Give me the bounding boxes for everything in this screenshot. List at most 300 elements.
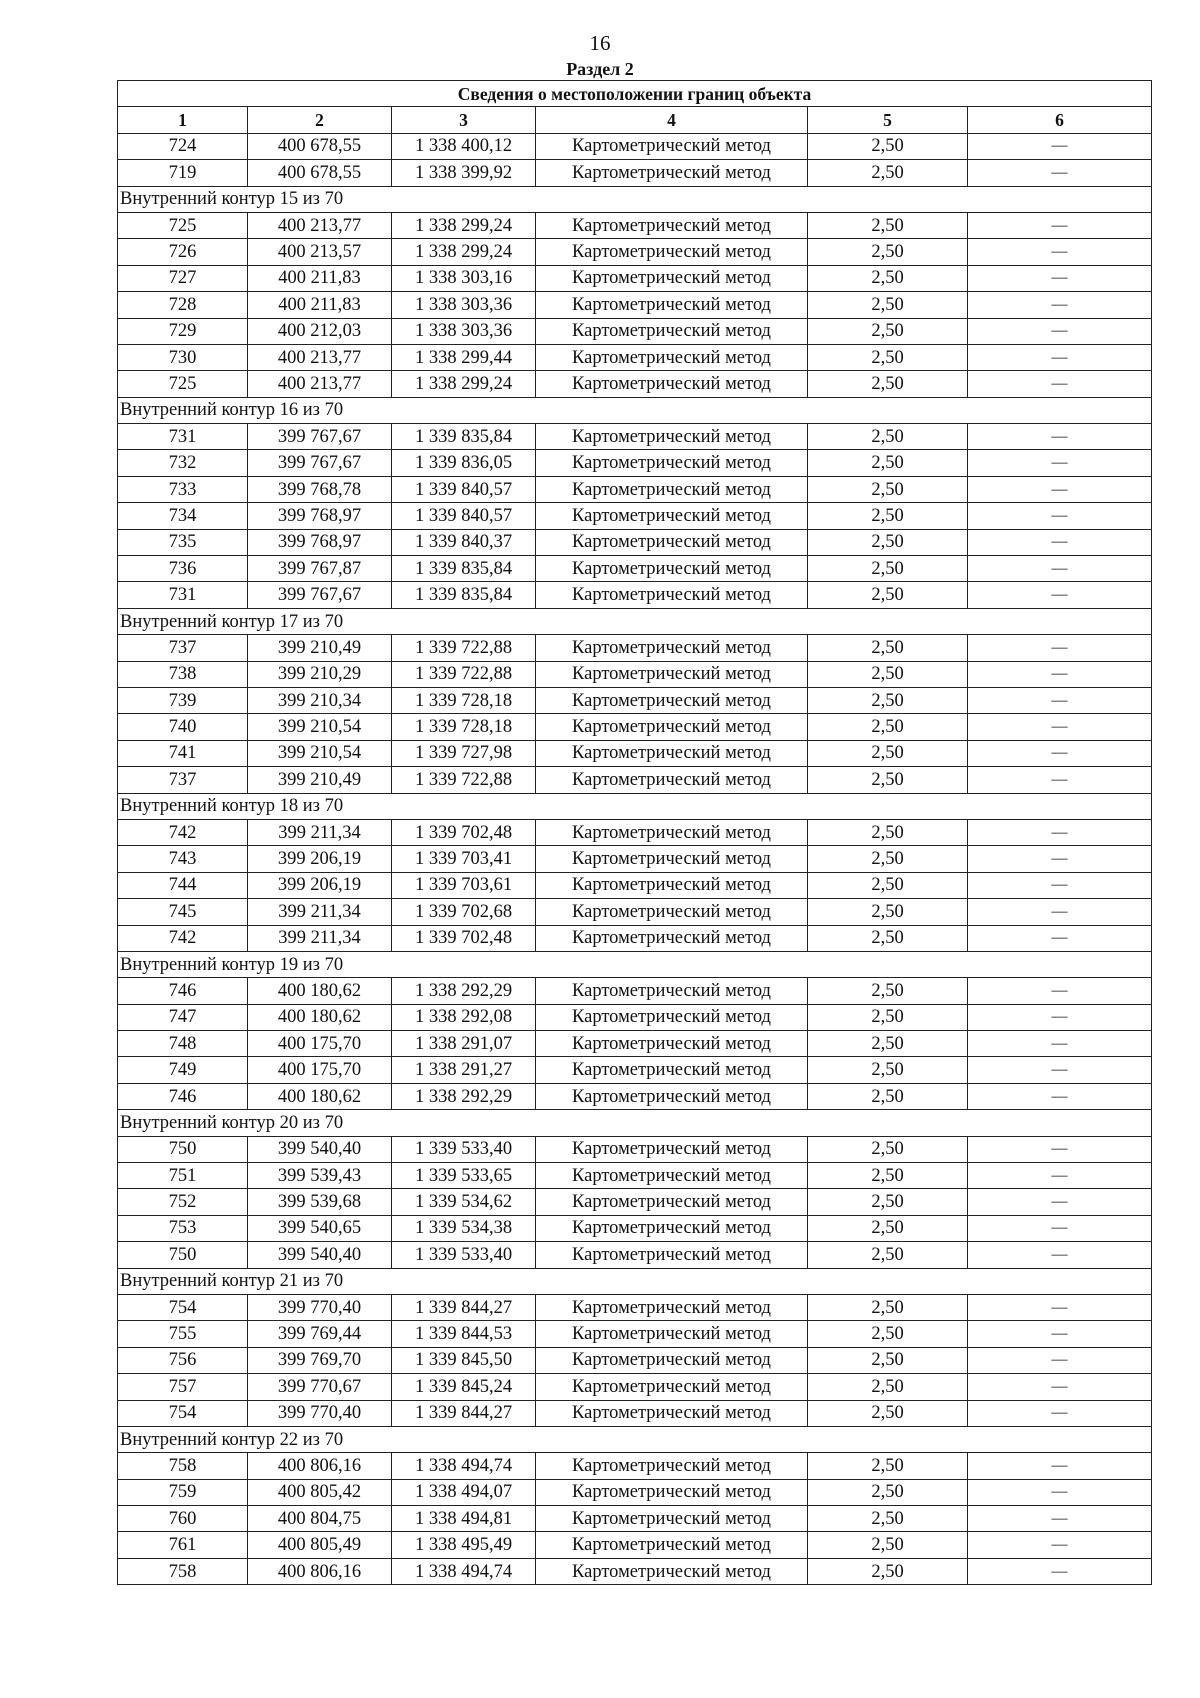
table-row <box>118 476 1152 502</box>
description-cell: — <box>968 1400 1152 1426</box>
x-coordinate-cell: 399 770,40 <box>248 1294 392 1320</box>
method-cell: Картометрический метод <box>536 1031 808 1057</box>
table-row <box>118 978 1152 1004</box>
description-cell: — <box>968 1506 1152 1532</box>
description-cell: — <box>968 160 1152 186</box>
y-coordinate-cell: 1 338 291,07 <box>392 1031 536 1057</box>
x-coordinate-cell: 399 767,67 <box>248 424 392 450</box>
description-cell: — <box>968 1453 1152 1479</box>
x-coordinate-cell: 399 769,70 <box>248 1347 392 1373</box>
accuracy-cell: 2,50 <box>808 1083 968 1109</box>
y-coordinate-cell: 1 339 840,57 <box>392 503 536 529</box>
accuracy-cell: 2,50 <box>808 318 968 344</box>
method-cell: Картометрический метод <box>536 1083 808 1109</box>
x-coordinate-cell: 399 768,78 <box>248 476 392 502</box>
description-cell: — <box>968 239 1152 265</box>
description-cell: — <box>968 767 1152 793</box>
x-coordinate-cell: 400 180,62 <box>248 1004 392 1030</box>
y-coordinate-cell: 1 338 292,29 <box>392 1083 536 1109</box>
x-coordinate-cell: 400 804,75 <box>248 1506 392 1532</box>
x-coordinate-cell: 400 213,77 <box>248 344 392 370</box>
description-cell: — <box>968 503 1152 529</box>
y-coordinate-cell: 1 339 845,50 <box>392 1347 536 1373</box>
accuracy-cell: 2,50 <box>808 424 968 450</box>
method-cell: Картометрический метод <box>536 714 808 740</box>
boundary-coordinates-table <box>117 80 1152 1585</box>
point-number-cell: 725 <box>118 212 248 238</box>
accuracy-cell: 2,50 <box>808 635 968 661</box>
accuracy-cell: 2,50 <box>808 476 968 502</box>
table-row <box>118 1294 1152 1320</box>
contour-label: Внутренний контур 21 из 70 <box>118 1268 1152 1294</box>
x-coordinate-cell: 399 539,68 <box>248 1189 392 1215</box>
x-coordinate-cell: 399 540,40 <box>248 1136 392 1162</box>
y-coordinate-cell: 1 339 728,18 <box>392 714 536 740</box>
x-coordinate-cell: 400 175,70 <box>248 1057 392 1083</box>
y-coordinate-cell: 1 339 835,84 <box>392 424 536 450</box>
table-caption: Сведения о местоположении границ объекта <box>118 81 1152 107</box>
description-cell: — <box>968 371 1152 397</box>
y-coordinate-cell: 1 339 840,37 <box>392 529 536 555</box>
accuracy-cell: 2,50 <box>808 1215 968 1241</box>
table-row <box>118 1083 1152 1109</box>
description-cell: — <box>968 1083 1152 1109</box>
method-cell: Картометрический метод <box>536 133 808 159</box>
column-number: 6 <box>968 107 1152 133</box>
method-cell: Картометрический метод <box>536 1057 808 1083</box>
method-cell: Картометрический метод <box>536 1400 808 1426</box>
point-number-cell: 744 <box>118 872 248 898</box>
method-cell: Картометрический метод <box>536 1532 808 1558</box>
accuracy-cell: 2,50 <box>808 556 968 582</box>
x-coordinate-cell: 399 767,67 <box>248 582 392 608</box>
point-number-cell: 754 <box>118 1400 248 1426</box>
table-row <box>118 344 1152 370</box>
method-cell: Картометрический метод <box>536 1347 808 1373</box>
x-coordinate-cell: 399 211,34 <box>248 899 392 925</box>
table-row <box>118 318 1152 344</box>
point-number-cell: 741 <box>118 740 248 766</box>
method-cell: Картометрический метод <box>536 556 808 582</box>
description-cell: — <box>968 1294 1152 1320</box>
accuracy-cell: 2,50 <box>808 212 968 238</box>
x-coordinate-cell: 399 206,19 <box>248 846 392 872</box>
table-body <box>118 81 1152 1585</box>
description-cell: — <box>968 1347 1152 1373</box>
method-cell: Картометрический метод <box>536 1004 808 1030</box>
description-cell: — <box>968 661 1152 687</box>
description-cell: — <box>968 1242 1152 1268</box>
y-coordinate-cell: 1 339 722,88 <box>392 661 536 687</box>
contour-label: Внутренний контур 18 из 70 <box>118 793 1152 819</box>
method-cell: Картометрический метод <box>536 476 808 502</box>
y-coordinate-cell: 1 339 533,40 <box>392 1136 536 1162</box>
point-number-cell: 760 <box>118 1506 248 1532</box>
method-cell: Картометрический метод <box>536 344 808 370</box>
table-row <box>118 1374 1152 1400</box>
description-cell: — <box>968 687 1152 713</box>
table-row <box>118 1031 1152 1057</box>
method-cell: Картометрический метод <box>536 687 808 713</box>
x-coordinate-cell: 399 210,54 <box>248 714 392 740</box>
y-coordinate-cell: 1 339 844,27 <box>392 1294 536 1320</box>
point-number-cell: 733 <box>118 476 248 502</box>
accuracy-cell: 2,50 <box>808 1163 968 1189</box>
description-cell: — <box>968 740 1152 766</box>
table-row <box>118 925 1152 951</box>
contour-label: Внутренний контур 16 из 70 <box>118 397 1152 423</box>
point-number-cell: 746 <box>118 978 248 1004</box>
method-cell: Картометрический метод <box>536 424 808 450</box>
description-cell: — <box>968 292 1152 318</box>
contour-header-row <box>118 951 1152 977</box>
point-number-cell: 758 <box>118 1558 248 1584</box>
point-number-cell: 724 <box>118 133 248 159</box>
column-number: 1 <box>118 107 248 133</box>
contour-label: Внутренний контур 15 из 70 <box>118 186 1152 212</box>
method-cell: Картометрический метод <box>536 371 808 397</box>
accuracy-cell: 2,50 <box>808 661 968 687</box>
point-number-cell: 729 <box>118 318 248 344</box>
description-cell: — <box>968 344 1152 370</box>
y-coordinate-cell: 1 338 292,29 <box>392 978 536 1004</box>
description-cell: — <box>968 1479 1152 1505</box>
y-coordinate-cell: 1 338 292,08 <box>392 1004 536 1030</box>
method-cell: Картометрический метод <box>536 1558 808 1584</box>
y-coordinate-cell: 1 339 722,88 <box>392 767 536 793</box>
point-number-cell: 745 <box>118 899 248 925</box>
point-number-cell: 734 <box>118 503 248 529</box>
point-number-cell: 730 <box>118 344 248 370</box>
description-cell: — <box>968 899 1152 925</box>
description-cell: — <box>968 133 1152 159</box>
x-coordinate-cell: 399 767,67 <box>248 450 392 476</box>
x-coordinate-cell: 399 769,44 <box>248 1321 392 1347</box>
x-coordinate-cell: 400 175,70 <box>248 1031 392 1057</box>
y-coordinate-cell: 1 338 494,74 <box>392 1453 536 1479</box>
description-cell: — <box>968 1004 1152 1030</box>
description-cell: — <box>968 424 1152 450</box>
column-number-row <box>118 107 1152 133</box>
point-number-cell: 732 <box>118 450 248 476</box>
method-cell: Картометрический метод <box>536 239 808 265</box>
description-cell: — <box>968 450 1152 476</box>
description-cell: — <box>968 925 1152 951</box>
x-coordinate-cell: 399 210,54 <box>248 740 392 766</box>
y-coordinate-cell: 1 338 291,27 <box>392 1057 536 1083</box>
table-row <box>118 1479 1152 1505</box>
method-cell: Картометрический метод <box>536 846 808 872</box>
accuracy-cell: 2,50 <box>808 239 968 265</box>
description-cell: — <box>968 476 1152 502</box>
description-cell: — <box>968 846 1152 872</box>
method-cell: Картометрический метод <box>536 1242 808 1268</box>
method-cell: Картометрический метод <box>536 925 808 951</box>
accuracy-cell: 2,50 <box>808 819 968 845</box>
point-number-cell: 719 <box>118 160 248 186</box>
point-number-cell: 742 <box>118 925 248 951</box>
x-coordinate-cell: 399 768,97 <box>248 529 392 555</box>
point-number-cell: 755 <box>118 1321 248 1347</box>
method-cell: Картометрический метод <box>536 450 808 476</box>
point-number-cell: 756 <box>118 1347 248 1373</box>
method-cell: Картометрический метод <box>536 265 808 291</box>
x-coordinate-cell: 399 210,49 <box>248 767 392 793</box>
x-coordinate-cell: 400 211,83 <box>248 265 392 291</box>
table-row <box>118 133 1152 159</box>
accuracy-cell: 2,50 <box>808 740 968 766</box>
x-coordinate-cell: 399 770,67 <box>248 1374 392 1400</box>
accuracy-cell: 2,50 <box>808 872 968 898</box>
description-cell: — <box>968 318 1152 344</box>
contour-header-row <box>118 397 1152 423</box>
y-coordinate-cell: 1 339 702,68 <box>392 899 536 925</box>
x-coordinate-cell: 399 210,49 <box>248 635 392 661</box>
accuracy-cell: 2,50 <box>808 714 968 740</box>
y-coordinate-cell: 1 338 495,49 <box>392 1532 536 1558</box>
y-coordinate-cell: 1 338 299,24 <box>392 212 536 238</box>
point-number-cell: 750 <box>118 1136 248 1162</box>
y-coordinate-cell: 1 339 835,84 <box>392 582 536 608</box>
y-coordinate-cell: 1 339 844,27 <box>392 1400 536 1426</box>
accuracy-cell: 2,50 <box>808 767 968 793</box>
description-cell: — <box>968 1031 1152 1057</box>
y-coordinate-cell: 1 339 702,48 <box>392 925 536 951</box>
method-cell: Картометрический метод <box>536 582 808 608</box>
method-cell: Картометрический метод <box>536 212 808 238</box>
column-number: 4 <box>536 107 808 133</box>
description-cell: — <box>968 819 1152 845</box>
y-coordinate-cell: 1 339 722,88 <box>392 635 536 661</box>
method-cell: Картометрический метод <box>536 767 808 793</box>
y-coordinate-cell: 1 339 703,41 <box>392 846 536 872</box>
point-number-cell: 728 <box>118 292 248 318</box>
x-coordinate-cell: 400 805,49 <box>248 1532 392 1558</box>
table-row <box>118 450 1152 476</box>
table-row <box>118 1532 1152 1558</box>
description-cell: — <box>968 582 1152 608</box>
method-cell: Картометрический метод <box>536 1136 808 1162</box>
description-cell: — <box>968 212 1152 238</box>
method-cell: Картометрический метод <box>536 740 808 766</box>
accuracy-cell: 2,50 <box>808 265 968 291</box>
point-number-cell: 747 <box>118 1004 248 1030</box>
table-row <box>118 740 1152 766</box>
table-row <box>118 1321 1152 1347</box>
contour-label: Внутренний контур 17 из 70 <box>118 608 1152 634</box>
accuracy-cell: 2,50 <box>808 899 968 925</box>
accuracy-cell: 2,50 <box>808 292 968 318</box>
accuracy-cell: 2,50 <box>808 1136 968 1162</box>
table-row <box>118 212 1152 238</box>
point-number-cell: 749 <box>118 1057 248 1083</box>
y-coordinate-cell: 1 339 728,18 <box>392 687 536 713</box>
table-row <box>118 1215 1152 1241</box>
accuracy-cell: 2,50 <box>808 687 968 713</box>
description-cell: — <box>968 1558 1152 1584</box>
method-cell: Картометрический метод <box>536 1294 808 1320</box>
method-cell: Картометрический метод <box>536 1479 808 1505</box>
x-coordinate-cell: 400 213,77 <box>248 212 392 238</box>
accuracy-cell: 2,50 <box>808 450 968 476</box>
method-cell: Картометрический метод <box>536 318 808 344</box>
table-row <box>118 714 1152 740</box>
table-row <box>118 1136 1152 1162</box>
accuracy-cell: 2,50 <box>808 1532 968 1558</box>
contour-header-row <box>118 1268 1152 1294</box>
contour-header-row <box>118 1110 1152 1136</box>
description-cell: — <box>968 635 1152 661</box>
x-coordinate-cell: 399 767,87 <box>248 556 392 582</box>
method-cell: Картометрический метод <box>536 1506 808 1532</box>
description-cell: — <box>968 1321 1152 1347</box>
section-title: Раздел 2 <box>566 59 634 79</box>
x-coordinate-cell: 400 180,62 <box>248 1083 392 1109</box>
accuracy-cell: 2,50 <box>808 925 968 951</box>
table-row <box>118 767 1152 793</box>
y-coordinate-cell: 1 338 494,07 <box>392 1479 536 1505</box>
table-row <box>118 1004 1152 1030</box>
x-coordinate-cell: 399 540,40 <box>248 1242 392 1268</box>
y-coordinate-cell: 1 338 299,24 <box>392 371 536 397</box>
x-coordinate-cell: 400 806,16 <box>248 1453 392 1479</box>
x-coordinate-cell: 399 206,19 <box>248 872 392 898</box>
method-cell: Картометрический метод <box>536 160 808 186</box>
table-row <box>118 160 1152 186</box>
accuracy-cell: 2,50 <box>808 1189 968 1215</box>
x-coordinate-cell: 400 212,03 <box>248 318 392 344</box>
contour-label: Внутренний контур 19 из 70 <box>118 951 1152 977</box>
point-number-cell: 731 <box>118 582 248 608</box>
y-coordinate-cell: 1 339 727,98 <box>392 740 536 766</box>
x-coordinate-cell: 399 770,40 <box>248 1400 392 1426</box>
method-cell: Картометрический метод <box>536 1374 808 1400</box>
point-number-cell: 759 <box>118 1479 248 1505</box>
table-row <box>118 556 1152 582</box>
method-cell: Картометрический метод <box>536 819 808 845</box>
table-row <box>118 371 1152 397</box>
point-number-cell: 738 <box>118 661 248 687</box>
method-cell: Картометрический метод <box>536 978 808 1004</box>
point-number-cell: 751 <box>118 1163 248 1189</box>
description-cell: — <box>968 1189 1152 1215</box>
description-cell: — <box>968 872 1152 898</box>
description-cell: — <box>968 978 1152 1004</box>
contour-label: Внутренний контур 22 из 70 <box>118 1426 1152 1452</box>
table-row <box>118 635 1152 661</box>
method-cell: Картометрический метод <box>536 899 808 925</box>
method-cell: Картометрический метод <box>536 1453 808 1479</box>
method-cell: Картометрический метод <box>536 1189 808 1215</box>
point-number-cell: 737 <box>118 635 248 661</box>
accuracy-cell: 2,50 <box>808 529 968 555</box>
y-coordinate-cell: 1 338 303,16 <box>392 265 536 291</box>
accuracy-cell: 2,50 <box>808 978 968 1004</box>
point-number-cell: 746 <box>118 1083 248 1109</box>
x-coordinate-cell: 399 539,43 <box>248 1163 392 1189</box>
table-row <box>118 899 1152 925</box>
point-number-cell: 735 <box>118 529 248 555</box>
accuracy-cell: 2,50 <box>808 1347 968 1373</box>
table-row <box>118 1347 1152 1373</box>
y-coordinate-cell: 1 338 299,24 <box>392 239 536 265</box>
column-number: 3 <box>392 107 536 133</box>
description-cell: — <box>968 556 1152 582</box>
description-cell: — <box>968 1374 1152 1400</box>
point-number-cell: 748 <box>118 1031 248 1057</box>
point-number-cell: 731 <box>118 424 248 450</box>
point-number-cell: 752 <box>118 1189 248 1215</box>
y-coordinate-cell: 1 338 494,81 <box>392 1506 536 1532</box>
description-cell: — <box>968 1163 1152 1189</box>
y-coordinate-cell: 1 338 494,74 <box>392 1558 536 1584</box>
point-number-cell: 754 <box>118 1294 248 1320</box>
y-coordinate-cell: 1 339 845,24 <box>392 1374 536 1400</box>
method-cell: Картометрический метод <box>536 529 808 555</box>
accuracy-cell: 2,50 <box>808 371 968 397</box>
x-coordinate-cell: 399 540,65 <box>248 1215 392 1241</box>
y-coordinate-cell: 1 339 533,65 <box>392 1163 536 1189</box>
table-row <box>118 846 1152 872</box>
table-row <box>118 1400 1152 1426</box>
accuracy-cell: 2,50 <box>808 1374 968 1400</box>
y-coordinate-cell: 1 338 400,12 <box>392 133 536 159</box>
point-number-cell: 750 <box>118 1242 248 1268</box>
point-number-cell: 753 <box>118 1215 248 1241</box>
accuracy-cell: 2,50 <box>808 1294 968 1320</box>
table-row <box>118 239 1152 265</box>
point-number-cell: 742 <box>118 819 248 845</box>
method-cell: Картометрический метод <box>536 1321 808 1347</box>
contour-header-row <box>118 186 1152 212</box>
contour-header-row <box>118 608 1152 634</box>
table-row <box>118 424 1152 450</box>
accuracy-cell: 2,50 <box>808 1558 968 1584</box>
point-number-cell: 726 <box>118 239 248 265</box>
point-number-cell: 727 <box>118 265 248 291</box>
description-cell: — <box>968 1057 1152 1083</box>
accuracy-cell: 2,50 <box>808 1400 968 1426</box>
accuracy-cell: 2,50 <box>808 133 968 159</box>
method-cell: Картометрический метод <box>536 1163 808 1189</box>
y-coordinate-cell: 1 338 399,92 <box>392 160 536 186</box>
description-cell: — <box>968 1532 1152 1558</box>
accuracy-cell: 2,50 <box>808 846 968 872</box>
x-coordinate-cell: 399 211,34 <box>248 925 392 951</box>
accuracy-cell: 2,50 <box>808 1453 968 1479</box>
y-coordinate-cell: 1 338 299,44 <box>392 344 536 370</box>
accuracy-cell: 2,50 <box>808 582 968 608</box>
table-row <box>118 529 1152 555</box>
accuracy-cell: 2,50 <box>808 1242 968 1268</box>
y-coordinate-cell: 1 339 844,53 <box>392 1321 536 1347</box>
description-cell: — <box>968 529 1152 555</box>
point-number-cell: 758 <box>118 1453 248 1479</box>
accuracy-cell: 2,50 <box>808 1057 968 1083</box>
page-number: 16 <box>589 31 611 55</box>
column-number: 5 <box>808 107 968 133</box>
method-cell: Картометрический метод <box>536 1215 808 1241</box>
method-cell: Картометрический метод <box>536 503 808 529</box>
x-coordinate-cell: 399 211,34 <box>248 819 392 845</box>
y-coordinate-cell: 1 339 835,84 <box>392 556 536 582</box>
table-row <box>118 1163 1152 1189</box>
description-cell: — <box>968 1215 1152 1241</box>
x-coordinate-cell: 400 180,62 <box>248 978 392 1004</box>
y-coordinate-cell: 1 338 303,36 <box>392 318 536 344</box>
y-coordinate-cell: 1 339 533,40 <box>392 1242 536 1268</box>
table-row <box>118 1057 1152 1083</box>
